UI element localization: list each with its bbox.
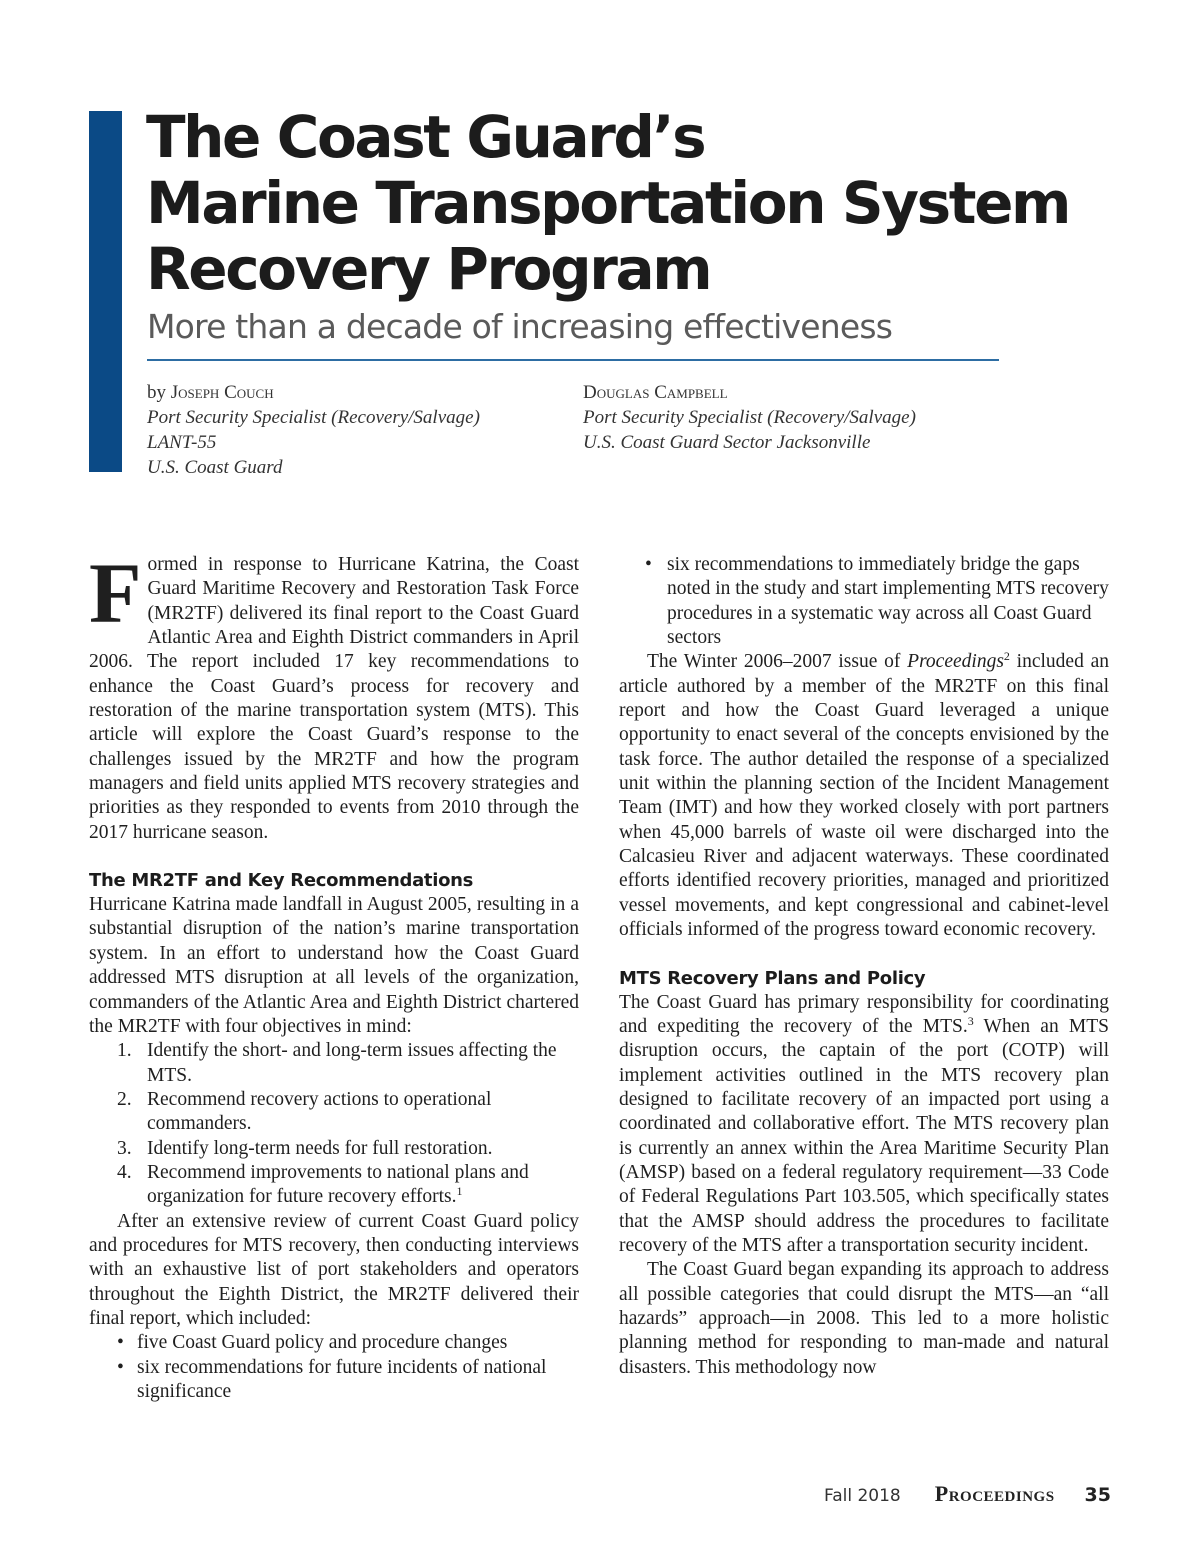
author-affiliation: U.S. Coast Guard — [147, 457, 283, 478]
accent-bar — [89, 111, 122, 472]
page-number: 35 — [1084, 1484, 1111, 1506]
list-text: Identify long-term needs for full restoration. — [147, 1137, 493, 1159]
author-name: Douglas Campbell — [583, 382, 728, 403]
report-items-list — [89, 1331, 579, 1404]
author-block-1 — [147, 380, 480, 480]
list-number: 3. — [117, 1137, 132, 1159]
list-item — [619, 553, 1109, 650]
list-text: six recommendations for future incidents of national significance — [137, 1356, 547, 1402]
title-rule — [147, 359, 999, 361]
list-item — [89, 1137, 579, 1161]
text-run: included an article authored by a member of the MR2TF on this final report and how the Coast Guard leveraged a unique opportunity to enact several of the concepts envisioned by the task force. The author detailed the response of a specialized unit within the planning section of the Incident Management Team (IMT) and how they worked closely with port partners when 45,000 barrels of waste oil were discharged into the Calcasieu River and adjacent waterways. These coordinated efforts identified recovery priorities, managed and prioritized vessel movements, and kept congressional and cabinet-level officials informed of the progress toward economic recovery. — [619, 651, 1109, 941]
author-affiliation: Port Security Specialist (Recovery/Salvage) — [147, 407, 480, 428]
title-line-2: Marine Transportation System — [146, 169, 1070, 237]
text-run: The Coast Guard has primary responsibility for coordinating and expediting the recovery of the MTS. — [619, 991, 1109, 1037]
list-text: six recommendations to immediately bridge the gaps noted in the study and start implementing MTS recovery procedures in a systematic way across all Coast Guard sectors — [667, 554, 1109, 649]
paragraph — [619, 991, 1109, 1259]
author-affiliation: Port Security Specialist (Recovery/Salvage) — [583, 407, 916, 428]
footnote-ref: 2 — [1003, 649, 1010, 664]
list-item — [89, 1331, 579, 1355]
list-number: 4. — [117, 1161, 132, 1183]
bullet-icon: • — [117, 1356, 124, 1378]
publication-name: Proceedings — [907, 651, 1004, 673]
list-item — [89, 1161, 579, 1210]
page-footer — [824, 1481, 1111, 1507]
author-affiliation: U.S. Coast Guard Sector Jacksonville — [583, 432, 871, 453]
paragraph: The Coast Guard began expanding its approach to address all possible categories that could disrupt the MTS—an “all hazards” approach—in 2008. This led to a more holistic planning method for responding to man-made and natural disasters. This methodology now — [619, 1259, 1109, 1378]
paragraph: Hurricane Katrina made landfall in August 2005, resulting in a substantial disruption of the nation’s marine transportation system. In an effort to understand how the Coast Guard addressed MTS disruption at all levels of the organization, commanders of the Atlantic Area and Eighth District chartered the MR2TF with four objectives in mind: — [89, 894, 579, 1037]
list-number: 1. — [117, 1040, 132, 1062]
text-run: When an MTS disruption occurs, the captain of the port (COTP) will implement activities outlined in the MTS recovery plan designed to facilitate recovery of an impacted port using a coordinated and collaborative effort. The MTS recovery plan is currently an annex within the Area Maritime Security Plan (AMSP) based on a federal regulatory requirement—33 Code of Federal Regulations Part 103.505, which specifically states that the AMSP should address the procedures to facilitate recovery of the MTS after a transportation security incident. — [619, 1015, 1109, 1256]
list-text: Identify the short- and long-term issues affecting the MTS. — [147, 1040, 557, 1086]
report-items-list-continued — [619, 553, 1109, 650]
list-text: Recommend recovery actions to operational commanders. — [147, 1088, 492, 1135]
list-text: Recommend improvements to national plans and organization for future recovery efforts. — [147, 1161, 529, 1208]
intro-text: ormed in response to Hurricane Katrina, the Coast Guard Maritime Recovery and Restoration Task Force (MR2TF) delivered its final report to the Coast Guard Atlantic Area and Eighth District commanders in April 2006. The report included 17 key recommendations to enhance the Coast Guard’s process for recovery and restoration of the marine transportation system (MTS). This article will explore the Coast Guard’s response to the challenges issued by the MR2TF and how the program managers and field units applied MTS recovery strategies and priorities as they responded to events from 2010 through the 2017 hurricane season. — [89, 554, 579, 843]
author-byline — [147, 380, 480, 405]
author-byline — [583, 380, 916, 405]
author-name: Joseph Couch — [170, 382, 274, 403]
author-block-2 — [583, 380, 916, 455]
bullet-icon: • — [117, 1332, 124, 1354]
author-affiliation: LANT-55 — [147, 432, 217, 453]
list-item — [89, 1356, 579, 1405]
objectives-list — [89, 1039, 579, 1209]
intro-paragraph — [89, 545, 579, 845]
body-column-right — [619, 553, 1109, 1380]
byline-prefix: by — [147, 382, 171, 403]
body-column-left — [89, 545, 579, 1404]
list-text: five Coast Guard policy and procedure changes — [137, 1332, 508, 1354]
title-line-1: The Coast Guard’s — [146, 103, 705, 171]
article-subtitle: More than a decade of increasing effectiveness — [147, 307, 893, 346]
list-item — [89, 1039, 579, 1088]
drop-cap: F — [89, 545, 142, 641]
title-line-3: Recovery Program — [146, 235, 711, 303]
paragraph: After an extensive review of current Coast Guard policy and procedures for MTS recovery, then conducting interviews with an exhaustive list of port stakeholders and operators throughout the Eighth District, the MR2TF delivered their final report, which included: — [89, 1210, 579, 1329]
list-number: 2. — [117, 1088, 132, 1110]
footnote-ref: 3 — [967, 1013, 974, 1028]
issue-date: Fall 2018 — [824, 1486, 901, 1506]
list-item — [89, 1088, 579, 1137]
footnote-ref: 1 — [456, 1184, 463, 1199]
paragraph — [619, 650, 1109, 942]
section-heading-mr2tf: The MR2TF and Key Recommendations — [89, 870, 474, 892]
section-heading-mts-recovery: MTS Recovery Plans and Policy — [619, 967, 926, 989]
publication-name: Proceedings — [934, 1481, 1055, 1506]
bullet-icon: • — [645, 554, 652, 575]
text-run: The Winter 2006–2007 issue of — [647, 651, 908, 673]
article-title — [146, 104, 1146, 302]
